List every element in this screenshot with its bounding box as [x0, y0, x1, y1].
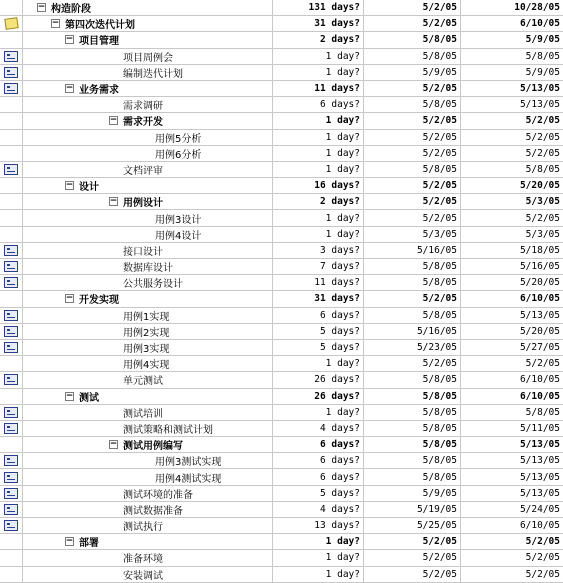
task-start-date[interactable]: 5/8/05: [364, 389, 461, 404]
task-finish-date[interactable]: 5/8/05: [525, 50, 560, 62]
task-finish-date[interactable]: 5/18/05: [519, 244, 560, 256]
indicator-cell: [0, 567, 23, 582]
task-name: 编制迭代计划: [123, 68, 183, 80]
task-duration[interactable]: 7 days?: [273, 259, 364, 274]
task-row[interactable]: [0, 194, 563, 210]
indicator-cell: [0, 453, 23, 468]
task-row[interactable]: [0, 567, 563, 583]
indicator-cell: [0, 405, 23, 420]
task-name: 开发实现: [79, 295, 119, 307]
task-finish-date[interactable]: 6/10/05: [519, 520, 560, 532]
task-start-date[interactable]: 5/2/05: [364, 0, 461, 15]
task-finish-date[interactable]: 5/8/05: [525, 406, 560, 418]
task-start-date[interactable]: 5/8/05: [364, 469, 461, 484]
task-start-date[interactable]: 5/2/05: [364, 16, 461, 31]
task-name-cell[interactable]: [23, 421, 273, 436]
task-name-cell[interactable]: [23, 113, 273, 128]
task-duration[interactable]: 131 days?: [273, 0, 364, 15]
indicator-cell: [0, 49, 23, 64]
task-row[interactable]: [0, 324, 563, 340]
task-row[interactable]: [0, 502, 563, 518]
task-duration[interactable]: 5 days?: [273, 340, 364, 355]
task-start-date[interactable]: 5/8/05: [364, 421, 461, 436]
task-name-cell[interactable]: [23, 16, 273, 31]
task-finish-date[interactable]: 5/20/05: [519, 180, 560, 192]
task-row[interactable]: [0, 259, 563, 275]
task-row[interactable]: [0, 405, 563, 421]
task-row[interactable]: [0, 469, 563, 485]
task-name-cell[interactable]: [23, 389, 273, 404]
task-name-cell[interactable]: [23, 291, 273, 306]
task-duration[interactable]: 1 day?: [273, 405, 364, 420]
task-row[interactable]: [0, 453, 563, 469]
task-start-date[interactable]: 5/3/05: [364, 227, 461, 242]
collapse-toggle-icon[interactable]: −: [65, 390, 74, 401]
task-duration[interactable]: 1 day?: [273, 130, 364, 145]
task-finish-date[interactable]: 5/2/05: [525, 115, 560, 127]
task-name-cell[interactable]: [23, 162, 273, 177]
task-start-date[interactable]: 5/8/05: [364, 49, 461, 64]
task-start-date[interactable]: 5/2/05: [364, 194, 461, 209]
task-duration[interactable]: 16 days?: [273, 178, 364, 193]
task-name: 测试执行: [123, 522, 163, 534]
task-row[interactable]: [0, 16, 563, 32]
task-finish-date[interactable]: 10/28/05: [514, 2, 560, 14]
task-duration[interactable]: 26 days?: [273, 372, 364, 387]
task-finish-date[interactable]: 5/2/05: [525, 212, 560, 224]
task-duration[interactable]: 6 days?: [273, 437, 364, 452]
task-duration[interactable]: 31 days?: [273, 291, 364, 306]
collapse-toggle-icon[interactable]: −: [109, 115, 118, 126]
indicator-cell: [0, 162, 23, 177]
task-start-date[interactable]: 5/16/05: [364, 243, 461, 258]
task-start-date[interactable]: 5/8/05: [364, 437, 461, 452]
indicator-cell: [0, 356, 23, 371]
task-start-date[interactable]: 5/2/05: [364, 178, 461, 193]
indicator-cell: [0, 65, 23, 80]
task-name: 公共服务设计: [123, 279, 183, 291]
task-name-cell[interactable]: [23, 81, 273, 96]
task-name: 项目管理: [79, 36, 119, 48]
task-name: 用例5分析: [155, 133, 202, 145]
task-start-date[interactable]: 5/2/05: [364, 356, 461, 371]
task-name: 业务需求: [79, 85, 119, 97]
task-name-cell[interactable]: [23, 0, 273, 15]
task-name-cell[interactable]: [23, 178, 273, 193]
task-start-date[interactable]: 5/2/05: [364, 146, 461, 161]
collapse-toggle-icon[interactable]: −: [109, 439, 118, 450]
task-finish-date[interactable]: 6/10/05: [519, 374, 560, 386]
task-start-date[interactable]: 5/8/05: [364, 308, 461, 323]
collapse-toggle-icon[interactable]: −: [65, 536, 74, 547]
indicator-cell: [0, 0, 23, 15]
task-name: 用例4实现: [123, 360, 170, 372]
task-name-cell[interactable]: [23, 275, 273, 290]
indicator-cell: [0, 194, 23, 209]
task-row[interactable]: [0, 210, 563, 226]
task-duration[interactable]: 5 days?: [273, 486, 364, 501]
task-name-cell[interactable]: [23, 243, 273, 258]
task-row[interactable]: [0, 372, 563, 388]
task-row[interactable]: [0, 113, 563, 129]
indicator-cell: [0, 81, 23, 96]
indicator-cell: [0, 97, 23, 112]
indicator-cell: [0, 275, 23, 290]
task-duration[interactable]: 26 days?: [273, 389, 364, 404]
indicator-cell: [0, 243, 23, 258]
task-duration[interactable]: 6 days?: [273, 453, 364, 468]
task-duration[interactable]: 2 days?: [273, 194, 364, 209]
recurring-task-icon: [4, 407, 18, 418]
task-duration[interactable]: 1 day?: [273, 65, 364, 80]
task-name-cell[interactable]: [23, 32, 273, 47]
task-start-date[interactable]: 5/2/05: [364, 534, 461, 549]
indicator-cell: [0, 324, 23, 339]
task-name-cell[interactable]: [23, 453, 273, 468]
task-row[interactable]: [0, 518, 563, 534]
task-name: 设计: [79, 182, 99, 194]
task-duration[interactable]: 13 days?: [273, 518, 364, 533]
task-row[interactable]: [0, 130, 563, 146]
task-name-cell[interactable]: [23, 405, 273, 420]
task-start-date[interactable]: 5/8/05: [364, 97, 461, 112]
indicator-cell: [0, 146, 23, 161]
task-duration[interactable]: 11 days?: [273, 81, 364, 96]
task-row[interactable]: [0, 275, 563, 291]
task-start-date[interactable]: 5/2/05: [364, 210, 461, 225]
task-name: 用例设计: [123, 198, 163, 210]
task-name-cell[interactable]: [23, 65, 273, 80]
task-name: 单元测试: [123, 376, 163, 388]
task-start-date[interactable]: 5/8/05: [364, 259, 461, 274]
collapse-toggle-icon[interactable]: −: [65, 293, 74, 304]
task-name-cell[interactable]: [23, 324, 273, 339]
task-duration[interactable]: 6 days?: [273, 97, 364, 112]
task-name: 用例4设计: [155, 230, 202, 242]
task-duration[interactable]: 2 days?: [273, 32, 364, 47]
task-finish-date[interactable]: 5/2/05: [525, 568, 560, 580]
task-finish-date[interactable]: 5/13/05: [519, 487, 560, 499]
recurring-task-icon: [4, 261, 18, 272]
task-name: 用例3测试实现: [155, 457, 222, 469]
indicator-cell: [0, 502, 23, 517]
task-start-date[interactable]: 5/2/05: [364, 81, 461, 96]
task-name-cell[interactable]: [23, 130, 273, 145]
task-finish-date[interactable]: 5/16/05: [519, 261, 560, 273]
recurring-task-icon: [4, 67, 18, 78]
task-row[interactable]: [0, 49, 563, 65]
task-name: 项目周例会: [123, 52, 173, 64]
recurring-task-icon: [4, 326, 18, 337]
task-name-cell[interactable]: [23, 259, 273, 274]
task-name-cell[interactable]: [23, 437, 273, 452]
indicator-cell: [0, 534, 23, 549]
task-name: 准备环境: [123, 554, 163, 566]
collapse-toggle-icon[interactable]: −: [51, 18, 60, 29]
task-start-date[interactable]: 5/25/05: [364, 518, 461, 533]
indicator-cell: [0, 259, 23, 274]
task-row[interactable]: [0, 421, 563, 437]
task-finish-date[interactable]: 5/9/05: [525, 34, 560, 46]
task-row[interactable]: [0, 81, 563, 97]
task-name: 用例4测试实现: [155, 473, 222, 485]
task-finish-date[interactable]: 5/27/05: [519, 342, 560, 354]
task-duration[interactable]: 4 days?: [273, 421, 364, 436]
task-start-date[interactable]: 5/2/05: [364, 113, 461, 128]
indicator-cell: [0, 437, 23, 452]
task-row[interactable]: [0, 389, 563, 405]
recurring-task-icon: [4, 342, 18, 353]
indicator-cell: [0, 291, 23, 306]
task-finish-date[interactable]: 5/13/05: [519, 439, 560, 451]
task-row[interactable]: [0, 437, 563, 453]
indicator-cell: [0, 486, 23, 501]
indicator-cell: [0, 16, 23, 31]
task-name-cell[interactable]: [23, 356, 273, 371]
task-start-date[interactable]: 5/8/05: [364, 162, 461, 177]
task-duration[interactable]: 1 day?: [273, 227, 364, 242]
task-start-date[interactable]: 5/8/05: [364, 372, 461, 387]
task-name-cell[interactable]: [23, 502, 273, 517]
task-name: 需求开发: [123, 117, 163, 129]
recurring-task-icon: [4, 423, 18, 434]
task-start-date[interactable]: 5/19/05: [364, 502, 461, 517]
indicator-cell: [0, 518, 23, 533]
indicator-cell: [0, 389, 23, 404]
recurring-task-icon: [4, 164, 18, 175]
task-finish-date[interactable]: 6/10/05: [519, 18, 560, 30]
task-duration[interactable]: 1 day?: [273, 113, 364, 128]
task-duration[interactable]: 3 days?: [273, 243, 364, 258]
indicator-cell: [0, 113, 23, 128]
task-duration[interactable]: 1 day?: [273, 567, 364, 582]
recurring-task-icon: [4, 520, 18, 531]
task-name-cell[interactable]: [23, 227, 273, 242]
task-row[interactable]: [0, 146, 563, 162]
task-row[interactable]: [0, 340, 563, 356]
recurring-task-icon: [4, 488, 18, 499]
task-name: 用例3实现: [123, 344, 170, 356]
collapse-toggle-icon[interactable]: −: [65, 180, 74, 191]
task-duration[interactable]: 31 days?: [273, 16, 364, 31]
indicator-cell: [0, 130, 23, 145]
collapse-toggle-icon[interactable]: −: [37, 2, 46, 13]
task-name-cell[interactable]: [23, 308, 273, 323]
task-name-cell[interactable]: [23, 340, 273, 355]
indicator-cell: [0, 308, 23, 323]
task-finish-date[interactable]: 5/13/05: [519, 455, 560, 467]
task-duration[interactable]: 6 days?: [273, 308, 364, 323]
task-row[interactable]: [0, 356, 563, 372]
task-name: 数据库设计: [123, 263, 173, 275]
task-row[interactable]: [0, 97, 563, 113]
task-duration[interactable]: 1 day?: [273, 534, 364, 549]
task-name: 用例3设计: [155, 214, 202, 226]
task-duration[interactable]: 1 day?: [273, 162, 364, 177]
task-start-date[interactable]: 5/23/05: [364, 340, 461, 355]
task-name-cell[interactable]: [23, 469, 273, 484]
task-start-date[interactable]: 5/2/05: [364, 550, 461, 565]
task-name-cell[interactable]: [23, 194, 273, 209]
task-row[interactable]: [0, 65, 563, 81]
recurring-task-icon: [4, 51, 18, 62]
task-finish-date[interactable]: 5/13/05: [519, 471, 560, 483]
task-name: 用例1实现: [123, 311, 170, 323]
indicator-cell: [0, 32, 23, 47]
task-name-cell[interactable]: [23, 146, 273, 161]
recurring-task-icon: [4, 310, 18, 321]
indicator-cell: [0, 469, 23, 484]
task-finish-date[interactable]: 5/2/05: [525, 358, 560, 370]
task-row[interactable]: [0, 486, 563, 502]
task-row[interactable]: [0, 162, 563, 178]
task-start-date[interactable]: 5/2/05: [364, 567, 461, 582]
indicator-cell: [0, 210, 23, 225]
task-name: 接口设计: [123, 246, 163, 258]
task-name-cell[interactable]: [23, 534, 273, 549]
indicator-cell: [0, 421, 23, 436]
task-duration[interactable]: 1 day?: [273, 356, 364, 371]
recurring-task-icon: [4, 245, 18, 256]
indicator-cell: [0, 550, 23, 565]
task-duration[interactable]: 5 days?: [273, 324, 364, 339]
task-finish-date[interactable]: 5/24/05: [519, 503, 560, 515]
task-finish-date[interactable]: 5/13/05: [519, 99, 560, 111]
task-finish-date[interactable]: 5/2/05: [525, 147, 560, 159]
task-finish-date[interactable]: 5/2/05: [525, 552, 560, 564]
task-start-date[interactable]: 5/8/05: [364, 275, 461, 290]
task-row[interactable]: [0, 534, 563, 550]
task-name: 安装调试: [123, 570, 163, 582]
task-row[interactable]: [0, 291, 563, 307]
task-name: 需求调研: [123, 101, 163, 113]
recurring-task-icon: [4, 455, 18, 466]
task-name: 用例2实现: [123, 327, 170, 339]
collapse-toggle-icon[interactable]: −: [65, 34, 74, 45]
task-finish-date[interactable]: 5/13/05: [519, 309, 560, 321]
recurring-task-icon: [4, 472, 18, 483]
task-row[interactable]: [0, 178, 563, 194]
task-start-date[interactable]: 5/16/05: [364, 324, 461, 339]
task-name: 用例6分析: [155, 149, 202, 161]
indicator-cell: [0, 227, 23, 242]
task-row[interactable]: [0, 308, 563, 324]
task-duration[interactable]: 6 days?: [273, 469, 364, 484]
task-finish-date[interactable]: 5/20/05: [519, 277, 560, 289]
task-finish-date[interactable]: 5/3/05: [525, 196, 560, 208]
task-finish-date[interactable]: 5/8/05: [525, 163, 560, 175]
task-name-cell[interactable]: [23, 97, 273, 112]
collapse-toggle-icon[interactable]: −: [65, 83, 74, 94]
task-start-date[interactable]: 5/8/05: [364, 453, 461, 468]
task-finish-date[interactable]: 5/9/05: [525, 66, 560, 78]
recurring-task-icon: [4, 277, 18, 288]
task-name-cell[interactable]: [23, 210, 273, 225]
task-name: 测试策略和测试计划: [123, 424, 213, 436]
task-name: 文档评审: [123, 165, 163, 177]
task-finish-date[interactable]: 6/10/05: [519, 293, 560, 305]
task-name-cell[interactable]: [23, 567, 273, 582]
indicator-cell: [0, 340, 23, 355]
recurring-task-icon: [4, 374, 18, 385]
task-start-date[interactable]: 5/8/05: [364, 405, 461, 420]
task-name: 第四次迭代计划: [65, 20, 135, 32]
task-duration[interactable]: 1 day?: [273, 146, 364, 161]
task-finish-date[interactable]: 5/2/05: [525, 131, 560, 143]
task-start-date[interactable]: 5/2/05: [364, 130, 461, 145]
task-finish-date[interactable]: 6/10/05: [519, 390, 560, 402]
task-name: 测试用例编写: [123, 441, 183, 453]
task-name: 部署: [79, 538, 99, 550]
task-duration[interactable]: 4 days?: [273, 502, 364, 517]
task-name: 构造阶段: [51, 4, 91, 16]
indicator-cell: [0, 372, 23, 387]
task-start-date[interactable]: 5/9/05: [364, 65, 461, 80]
task-finish-date[interactable]: 5/20/05: [519, 325, 560, 337]
task-finish-date[interactable]: 5/11/05: [519, 422, 560, 434]
task-name-cell[interactable]: [23, 372, 273, 387]
task-duration[interactable]: 1 day?: [273, 550, 364, 565]
task-finish-date[interactable]: 5/3/05: [525, 228, 560, 240]
task-row[interactable]: [0, 0, 563, 16]
task-finish-date[interactable]: 5/13/05: [519, 83, 560, 95]
task-start-date[interactable]: 5/2/05: [364, 291, 461, 306]
recurring-task-icon: [4, 83, 18, 94]
task-name: 测试: [79, 392, 99, 404]
task-row[interactable]: [0, 243, 563, 259]
task-name: 测试培训: [123, 408, 163, 420]
note-icon: [4, 17, 18, 30]
task-duration[interactable]: 11 days?: [273, 275, 364, 290]
task-row[interactable]: [0, 227, 563, 243]
recurring-task-icon: [4, 504, 18, 515]
task-name-cell[interactable]: [23, 49, 273, 64]
task-name-cell[interactable]: [23, 550, 273, 565]
task-start-date[interactable]: 5/9/05: [364, 486, 461, 501]
task-name: 测试数据准备: [123, 505, 183, 517]
task-name-cell[interactable]: [23, 486, 273, 501]
task-row[interactable]: [0, 550, 563, 566]
collapse-toggle-icon[interactable]: −: [109, 196, 118, 207]
task-name-cell[interactable]: [23, 518, 273, 533]
task-row[interactable]: [0, 32, 563, 48]
task-name: 测试环境的准备: [123, 489, 193, 501]
task-start-date[interactable]: 5/8/05: [364, 32, 461, 47]
task-duration[interactable]: 1 day?: [273, 210, 364, 225]
task-finish-date[interactable]: 5/2/05: [525, 536, 560, 548]
task-duration[interactable]: 1 day?: [273, 49, 364, 64]
indicator-cell: [0, 178, 23, 193]
